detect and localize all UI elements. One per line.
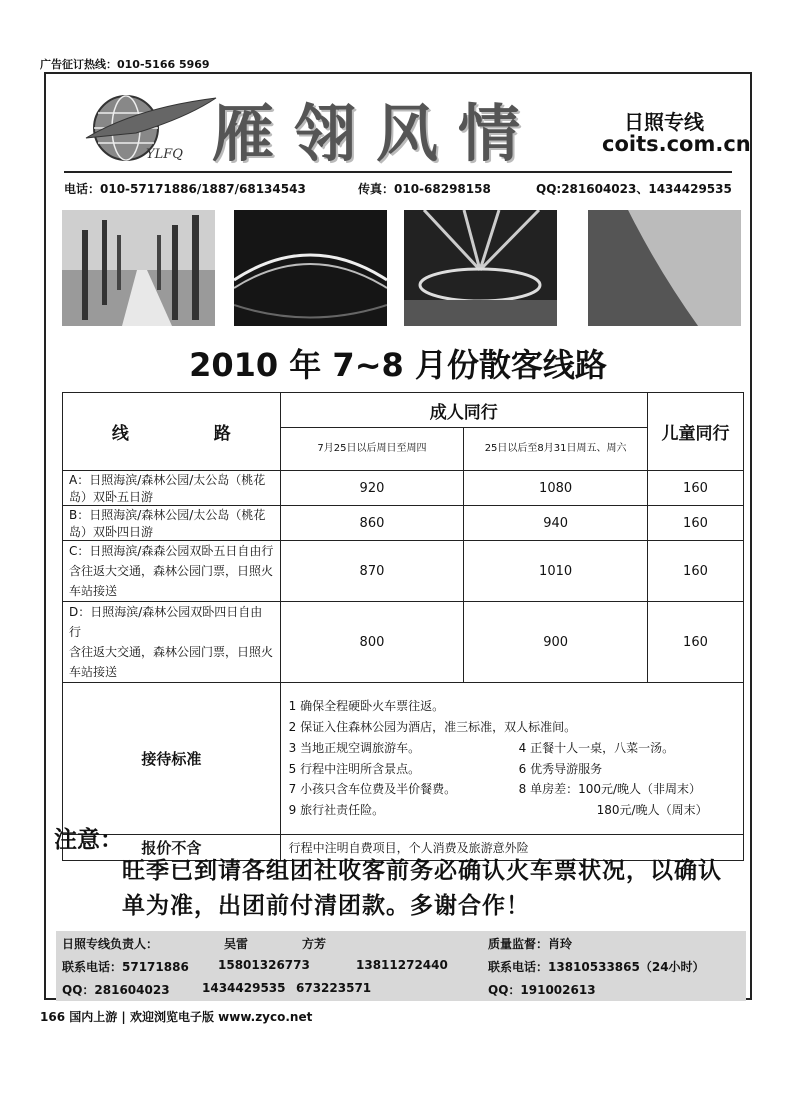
- price-weekday: 800: [280, 602, 464, 683]
- price-weekend: 900: [464, 602, 648, 683]
- manager-name: 吴雷: [224, 937, 249, 951]
- price-child: 160: [647, 541, 743, 602]
- globe-feather-logo-icon: [76, 88, 226, 168]
- table-row: [63, 602, 744, 683]
- service-label: 接待标准: [63, 683, 281, 835]
- adult-header: 成人同行: [280, 393, 647, 428]
- qq-number: 1434429535: [202, 981, 286, 995]
- quality-qq: QQ：191002613: [488, 983, 596, 997]
- service-item: 3 当地正规空调旅游车。: [288, 740, 421, 755]
- price-weekday: 870: [280, 541, 464, 602]
- route-header: 线 路: [63, 393, 281, 471]
- route-name: A：日照海滨/森林公园/太公岛（桃花岛）双卧五日游: [63, 471, 281, 506]
- advert-frame: [44, 72, 752, 1000]
- table-row: [63, 541, 744, 602]
- contact-footer: [56, 931, 746, 1001]
- qq-number: 673223571: [296, 981, 372, 995]
- table-row: [63, 506, 744, 541]
- fountain-square-photo: [404, 210, 557, 326]
- child-header: 儿童同行: [647, 393, 743, 471]
- line-name: 日照专线: [624, 110, 704, 134]
- table-row: [63, 471, 744, 506]
- price-child: 160: [647, 602, 743, 683]
- phone-label: 联系电话：57171886: [62, 960, 189, 974]
- service-item: 2 保证入住森林公园为酒店，准三标准，双人标准间。: [288, 719, 577, 734]
- ad-hotline: 广告征订热线：010-5166 5969: [40, 58, 210, 71]
- price-child: 160: [647, 471, 743, 506]
- adult-subheader-weekend: 25日以后至8月31日周五、周六: [464, 428, 648, 471]
- service-item: 7 小孩只含车位费及半价餐费。: [288, 782, 457, 797]
- phone-info: 电话：010-57171886/1887/68134543: [64, 182, 306, 196]
- service-item: 1 确保全程硬卧火车票往返。: [288, 699, 445, 714]
- adult-subheader-weekday: 7月25日以后周日至周四: [280, 428, 464, 471]
- service-item: 4 正餐十人一桌，八菜一汤。: [518, 740, 675, 755]
- notice-text: 旺季已到请各组团社收客前务必确认火车票状况，以确认单为准，出团前付清团款。多谢合作！: [122, 858, 722, 919]
- manager-label: 日照专线负责人：: [62, 937, 159, 951]
- page-footer: 166 国内上游 | 欢迎浏览电子版 www.zyco.net: [40, 1010, 313, 1024]
- service-standards: [280, 683, 743, 835]
- notice-heading: 注意：: [54, 827, 123, 853]
- quality-phone: 联系电话：13810533865（24小时）: [488, 960, 705, 974]
- route-name: B：日照海滨/森林公园/太公岛（桃花岛）双卧四日游: [63, 506, 281, 541]
- route-inclusions: 含往返大交通，森林公园门票，日照火车站接送: [69, 645, 274, 679]
- exclusion-label: 报价不含: [63, 835, 281, 861]
- photo-strip: [62, 210, 742, 328]
- qq-label: QQ：281604023: [62, 983, 170, 997]
- service-item: 6 优秀导游服务: [518, 761, 603, 776]
- svg-text:YLFQ: YLFQ: [146, 147, 183, 162]
- phone-number: 15801326773: [218, 958, 310, 972]
- route-inclusions: 含往返大交通，森林公园门票，日照火车站接送: [69, 564, 274, 598]
- price-weekday: 920: [280, 471, 464, 506]
- service-row: [63, 683, 744, 835]
- manager-name: 方芳: [302, 937, 327, 951]
- fax-info: 传真：010-68298158: [358, 182, 491, 196]
- beach-coast-photo: [588, 210, 741, 326]
- price-weekend: 1080: [464, 471, 648, 506]
- price-child: 160: [647, 506, 743, 541]
- brand-title: 雁翎风情: [212, 97, 541, 170]
- forest-path-photo: [62, 210, 215, 326]
- qq-info: QQ:281604023、1434429535: [536, 182, 732, 196]
- price-weekend: 1010: [464, 541, 648, 602]
- bridge-night-photo: [234, 210, 387, 326]
- service-item: 180元/晚人（周末）: [596, 803, 708, 818]
- service-item: 5 行程中注明所含景点。: [288, 761, 421, 776]
- exclusion-text: 行程中注明自费项目，个人消费及旅游意外险: [280, 835, 743, 861]
- quality-supervisor: 质量监督：肖玲: [488, 937, 573, 951]
- route-name: D：日照海滨/森林公园双卧四日自由行: [69, 605, 263, 639]
- price-weekday: 860: [280, 506, 464, 541]
- service-item: 9 旅行社责任险。: [288, 803, 385, 818]
- price-weekend: 940: [464, 506, 648, 541]
- route-name: C：日照海滨/森森公园双卧五日自由行: [69, 544, 274, 558]
- website: coits.com.cn: [602, 132, 751, 156]
- phone-number: 13811272440: [356, 958, 448, 972]
- page-title: 2010 年 7~8 月份散客线路: [189, 346, 607, 384]
- routes-table: [62, 392, 744, 861]
- service-item: 8 单房差：100元/晚人（非周末）: [518, 782, 702, 797]
- header-divider: [64, 171, 732, 173]
